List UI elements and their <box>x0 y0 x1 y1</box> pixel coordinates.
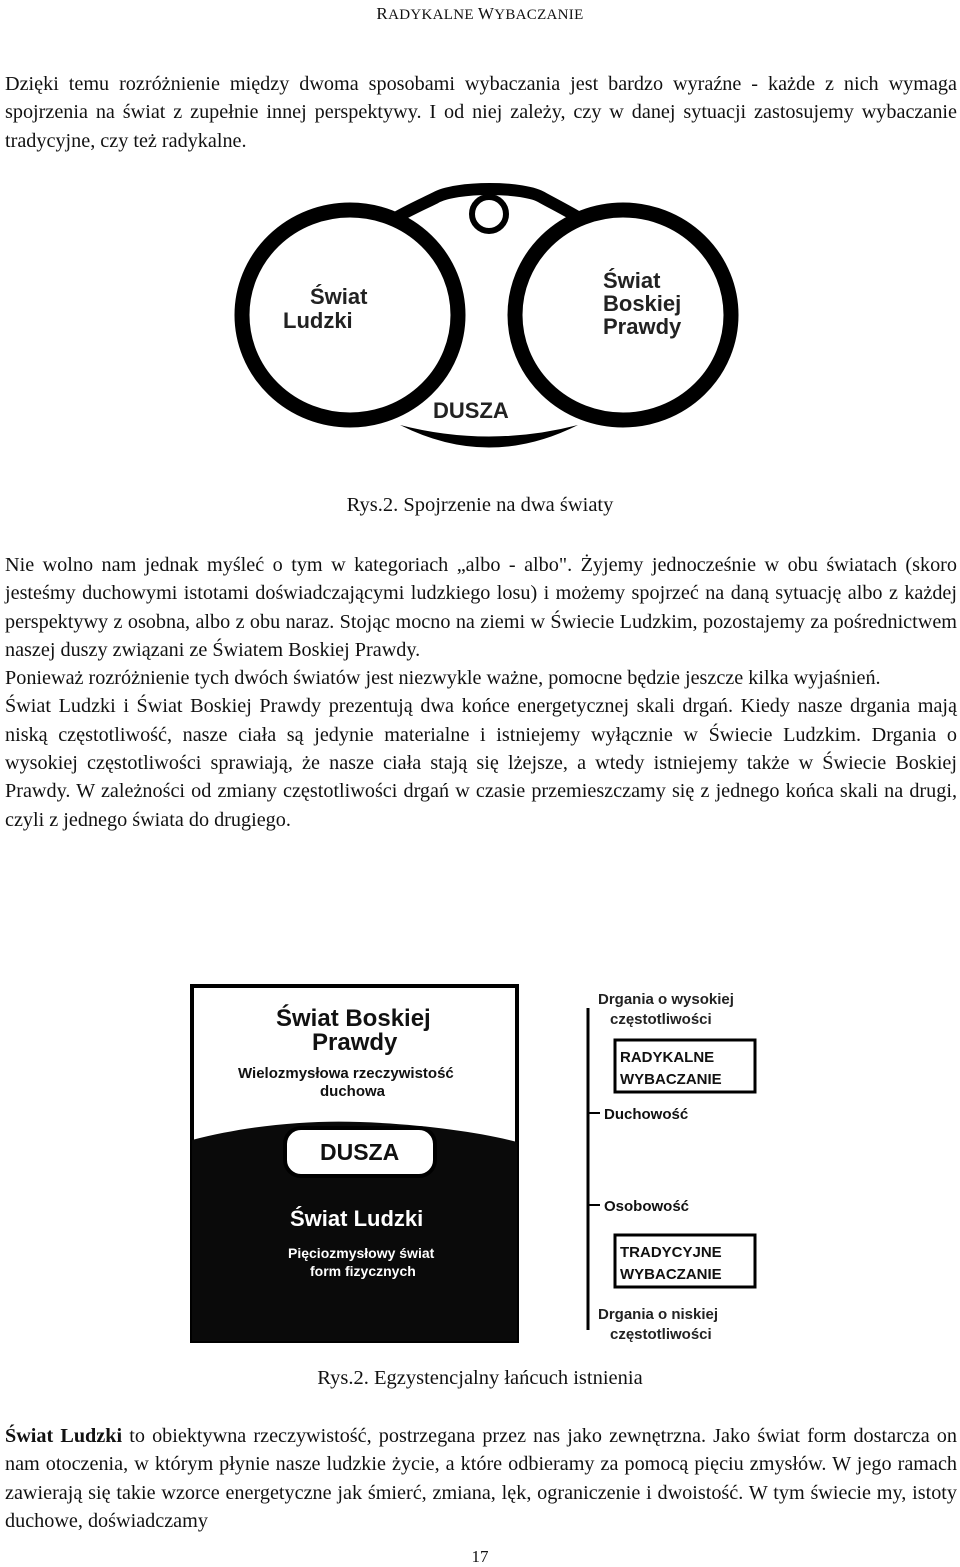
body-paragraph-2: Ponieważ rozróżnienie tych dwóch światów jest niezwykle ważne, pomocne będzie jeszcze kilka wyjaśnień. <box>5 667 881 690</box>
soul-arc <box>400 425 578 448</box>
radical-forgiveness-label-1: RADYKALNE <box>620 1049 715 1066</box>
body-paragraph-1: Nie wolno nam jednak myśleć o tym w kategoriach „albo - albo". Żyjemy jednocześnie w obu światach (skoro jesteśmy duchowymi istotami doświadczającymi ludzkiego losu) i możemy spojrzeć na daną sytuację albo z każdej perspektywy z osobna, albo z obu naraz. Stojąc mocno na ziemi w Świecie Ludzkim, pozostajemy za pośrednictwem naszej duszy związani ze Światem Boskiej Prawdy. <box>5 554 957 661</box>
human-world-sub-2: form fizycznych <box>310 1263 416 1279</box>
low-frequency-label-2: częstotliwości <box>610 1326 712 1343</box>
chain-soul-label: DUSZA <box>320 1139 400 1165</box>
intro-text: Dzięki temu rozróżnienie między dwoma sposobami wybaczania jest bardzo wyraźne - każde z nich wymaga spojrzenia na świat z zupełnie innej perspektywy. I od niej zależy, czy w danej sytuacji zastosujemy wybaczanie tradycyjne, czy też radykalne. <box>5 73 957 152</box>
divine-world-sub-2: duchowa <box>320 1083 386 1100</box>
page-number: 17 <box>471 1547 489 1566</box>
divine-world-title-2: Prawdy <box>312 1029 398 1056</box>
human-world-bold-lead: Świat Ludzki <box>5 1425 123 1447</box>
high-frequency-label-2: częstotliwości <box>610 1011 712 1028</box>
header-initial-2: W <box>477 4 495 23</box>
final-text-block <box>5 1422 957 1535</box>
left-lens-label-2: Ludzki <box>283 308 353 333</box>
human-world-sub-1: Pięciozmysłowy świat <box>288 1245 435 1261</box>
personality-label: Osobowość <box>604 1198 690 1215</box>
header-rest-1: ADYKALNE <box>388 7 478 23</box>
final-paragraph <box>5 1422 957 1535</box>
low-frequency-label-1: Drgania o niskiej <box>598 1306 719 1323</box>
header-initial-1: R <box>376 4 389 23</box>
right-lens-label-3: Prawdy <box>603 314 682 339</box>
body-text <box>5 551 957 834</box>
high-frequency-label-1: Drgania o wysokiej <box>598 991 734 1008</box>
divine-world-sub-1: Wielozmysłowa rzeczywistość <box>238 1065 454 1082</box>
right-lens-label-2: Boskiej <box>603 291 682 316</box>
human-world-title: Świat Ludzki <box>290 1206 424 1231</box>
soul-label: DUSZA <box>433 398 509 423</box>
body-paragraph-3: Świat Ludzki i Świat Boskiej Prawdy prezentują dwa końce energetycznej skali drgań. Kiedy nasze drgania mają niską częstotliwość, nasze ciała są jedynie materialne i istniejemy wyłącznie w Świecie Ludzkim. Drgania o wysokiej częstotliwości sprawiają, że nasze ciała stają się lżejsze, a wtedy istniejemy także w Świecie Boskiej Prawdy. W zależności od zmiany częstotliwości drgań w czasie przemieszczamy się z jednego końca skali na drugi, czyli z jednego świata do drugiego. <box>5 695 957 831</box>
right-lens-label-1: Świat <box>603 268 661 293</box>
intro-paragraph <box>5 70 957 155</box>
figure2-caption: Rys.2. Egzystencjalny łańcuch istnienia <box>317 1367 643 1389</box>
existential-chain-figure <box>190 980 770 1350</box>
divine-world-title-1: Świat Boskiej <box>276 1005 431 1032</box>
final-text: to obiektywna rzeczywistość, postrzegana przez nas jako zewnętrzna. Jako świat form dostarcza on nam otoczenia, w którym płynie nasze ludzkie życie, a które odbieramy za pomocą pięciu zmysłów. W jego ramach zawierają się takie wzorce energetyczne jak śmierć, zmiana, lęk, ograniczenie i dwoistość. W tym świecie my, istoty duchowe, doświadczamy <box>5 1425 957 1532</box>
traditional-forgiveness-label-1: TRADYCYJNE <box>620 1244 722 1261</box>
running-header <box>0 4 960 24</box>
traditional-forgiveness-label-2: WYBACZANIE <box>620 1266 722 1283</box>
focus-wheel <box>472 197 506 231</box>
radical-forgiveness-label-2: WYBACZANIE <box>620 1071 722 1088</box>
left-lens-label-1: Świat <box>310 284 368 309</box>
binoculars-figure <box>225 180 745 460</box>
spirituality-label: Duchowość <box>604 1106 689 1123</box>
header-rest-2: YBACZANIE <box>494 7 584 23</box>
figure1-caption: Rys.2. Spojrzenie na dwa światy <box>346 494 614 516</box>
